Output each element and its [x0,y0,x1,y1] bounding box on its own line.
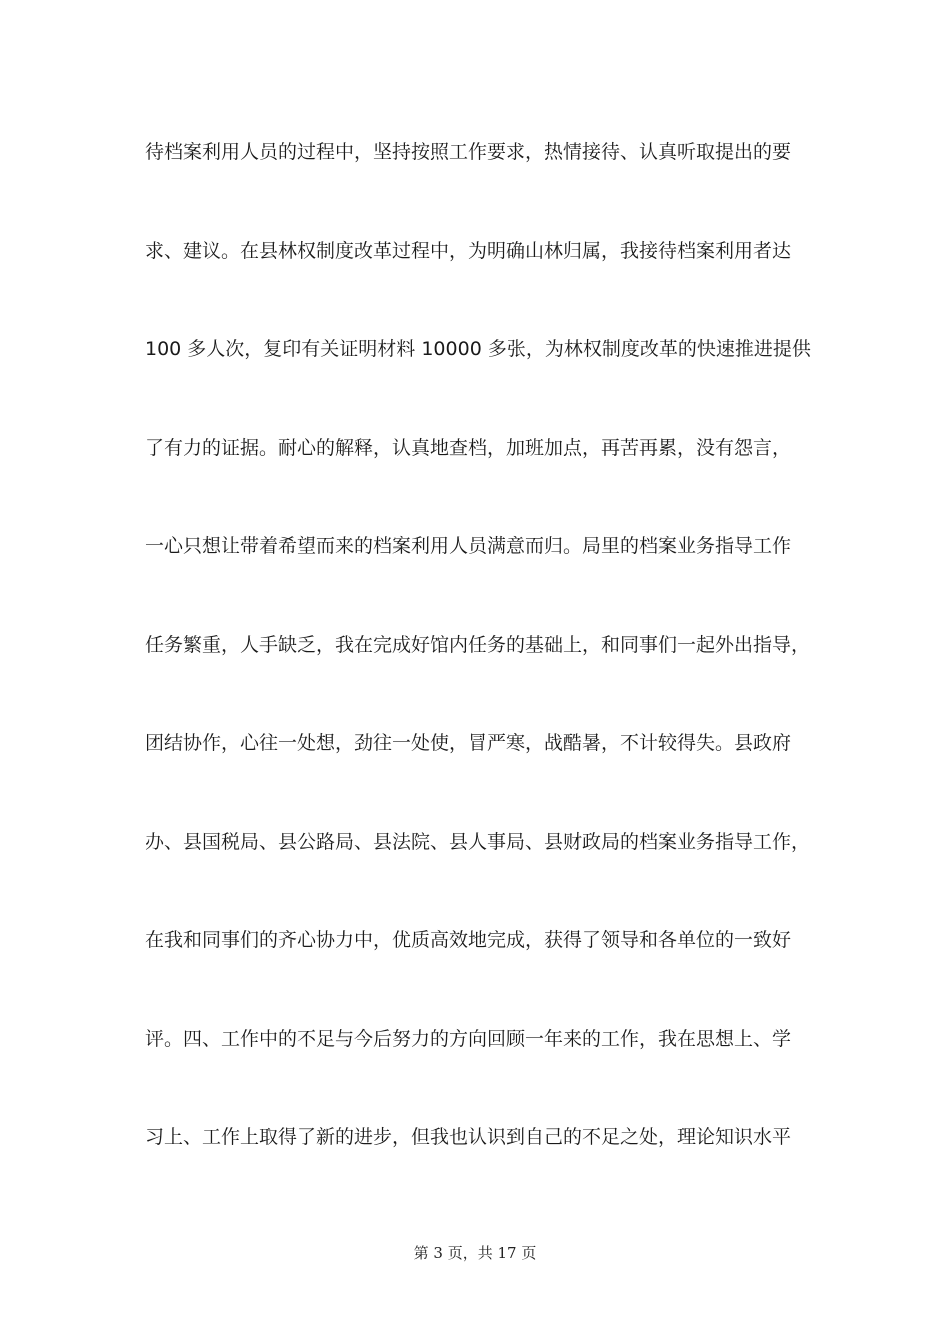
text-line: 习上、工作上取得了新的进步，但我也认识到自己的不足之处，理论知识水平 [145,1126,792,1148]
text-line: 100 多人次，复印有关证明材料 10000 多张，为林权制度改革的快速推进提供 [145,338,811,360]
text-line: 一心只想让带着希望而来的档案利用人员满意而归。局里的档案业务指导工作 [145,535,792,557]
document-body [145,132,825,1216]
text-line: 在我和同事们的齐心协力中，优质高效地完成，获得了领导和各单位的一致好 [145,929,792,951]
text-line: 求、建议。在县林权制度改革过程中，为明确山林归属，我接待档案利用者达 [145,239,792,262]
text-line: 任务繁重，人手缺乏，我在完成好馆内任务的基础上，和同事们一起外出指导， [145,633,811,656]
text-line: 了有力的证据。耐心的解释，认真地查档，加班加点，再苦再累，没有怨言， [145,436,792,459]
text-line: 团结协作，心往一处想，劲往一处使，冒严寒，战酷暑，不计较得失。县政府 [145,732,792,754]
text-line: 评。四、工作中的不足与今后努力的方向回顾一年来的工作，我在思想上、学 [145,1027,792,1050]
text-line: 办、县国税局、县公路局、县法院、县人事局、县财政局的档案业务指导工作， [145,830,811,853]
text-line: 待档案利用人员的过程中，坚持按照工作要求，热情接待、认真听取提出的要 [145,141,792,163]
page-number-footer: 第 3 页，共 17 页 [413,1244,537,1262]
